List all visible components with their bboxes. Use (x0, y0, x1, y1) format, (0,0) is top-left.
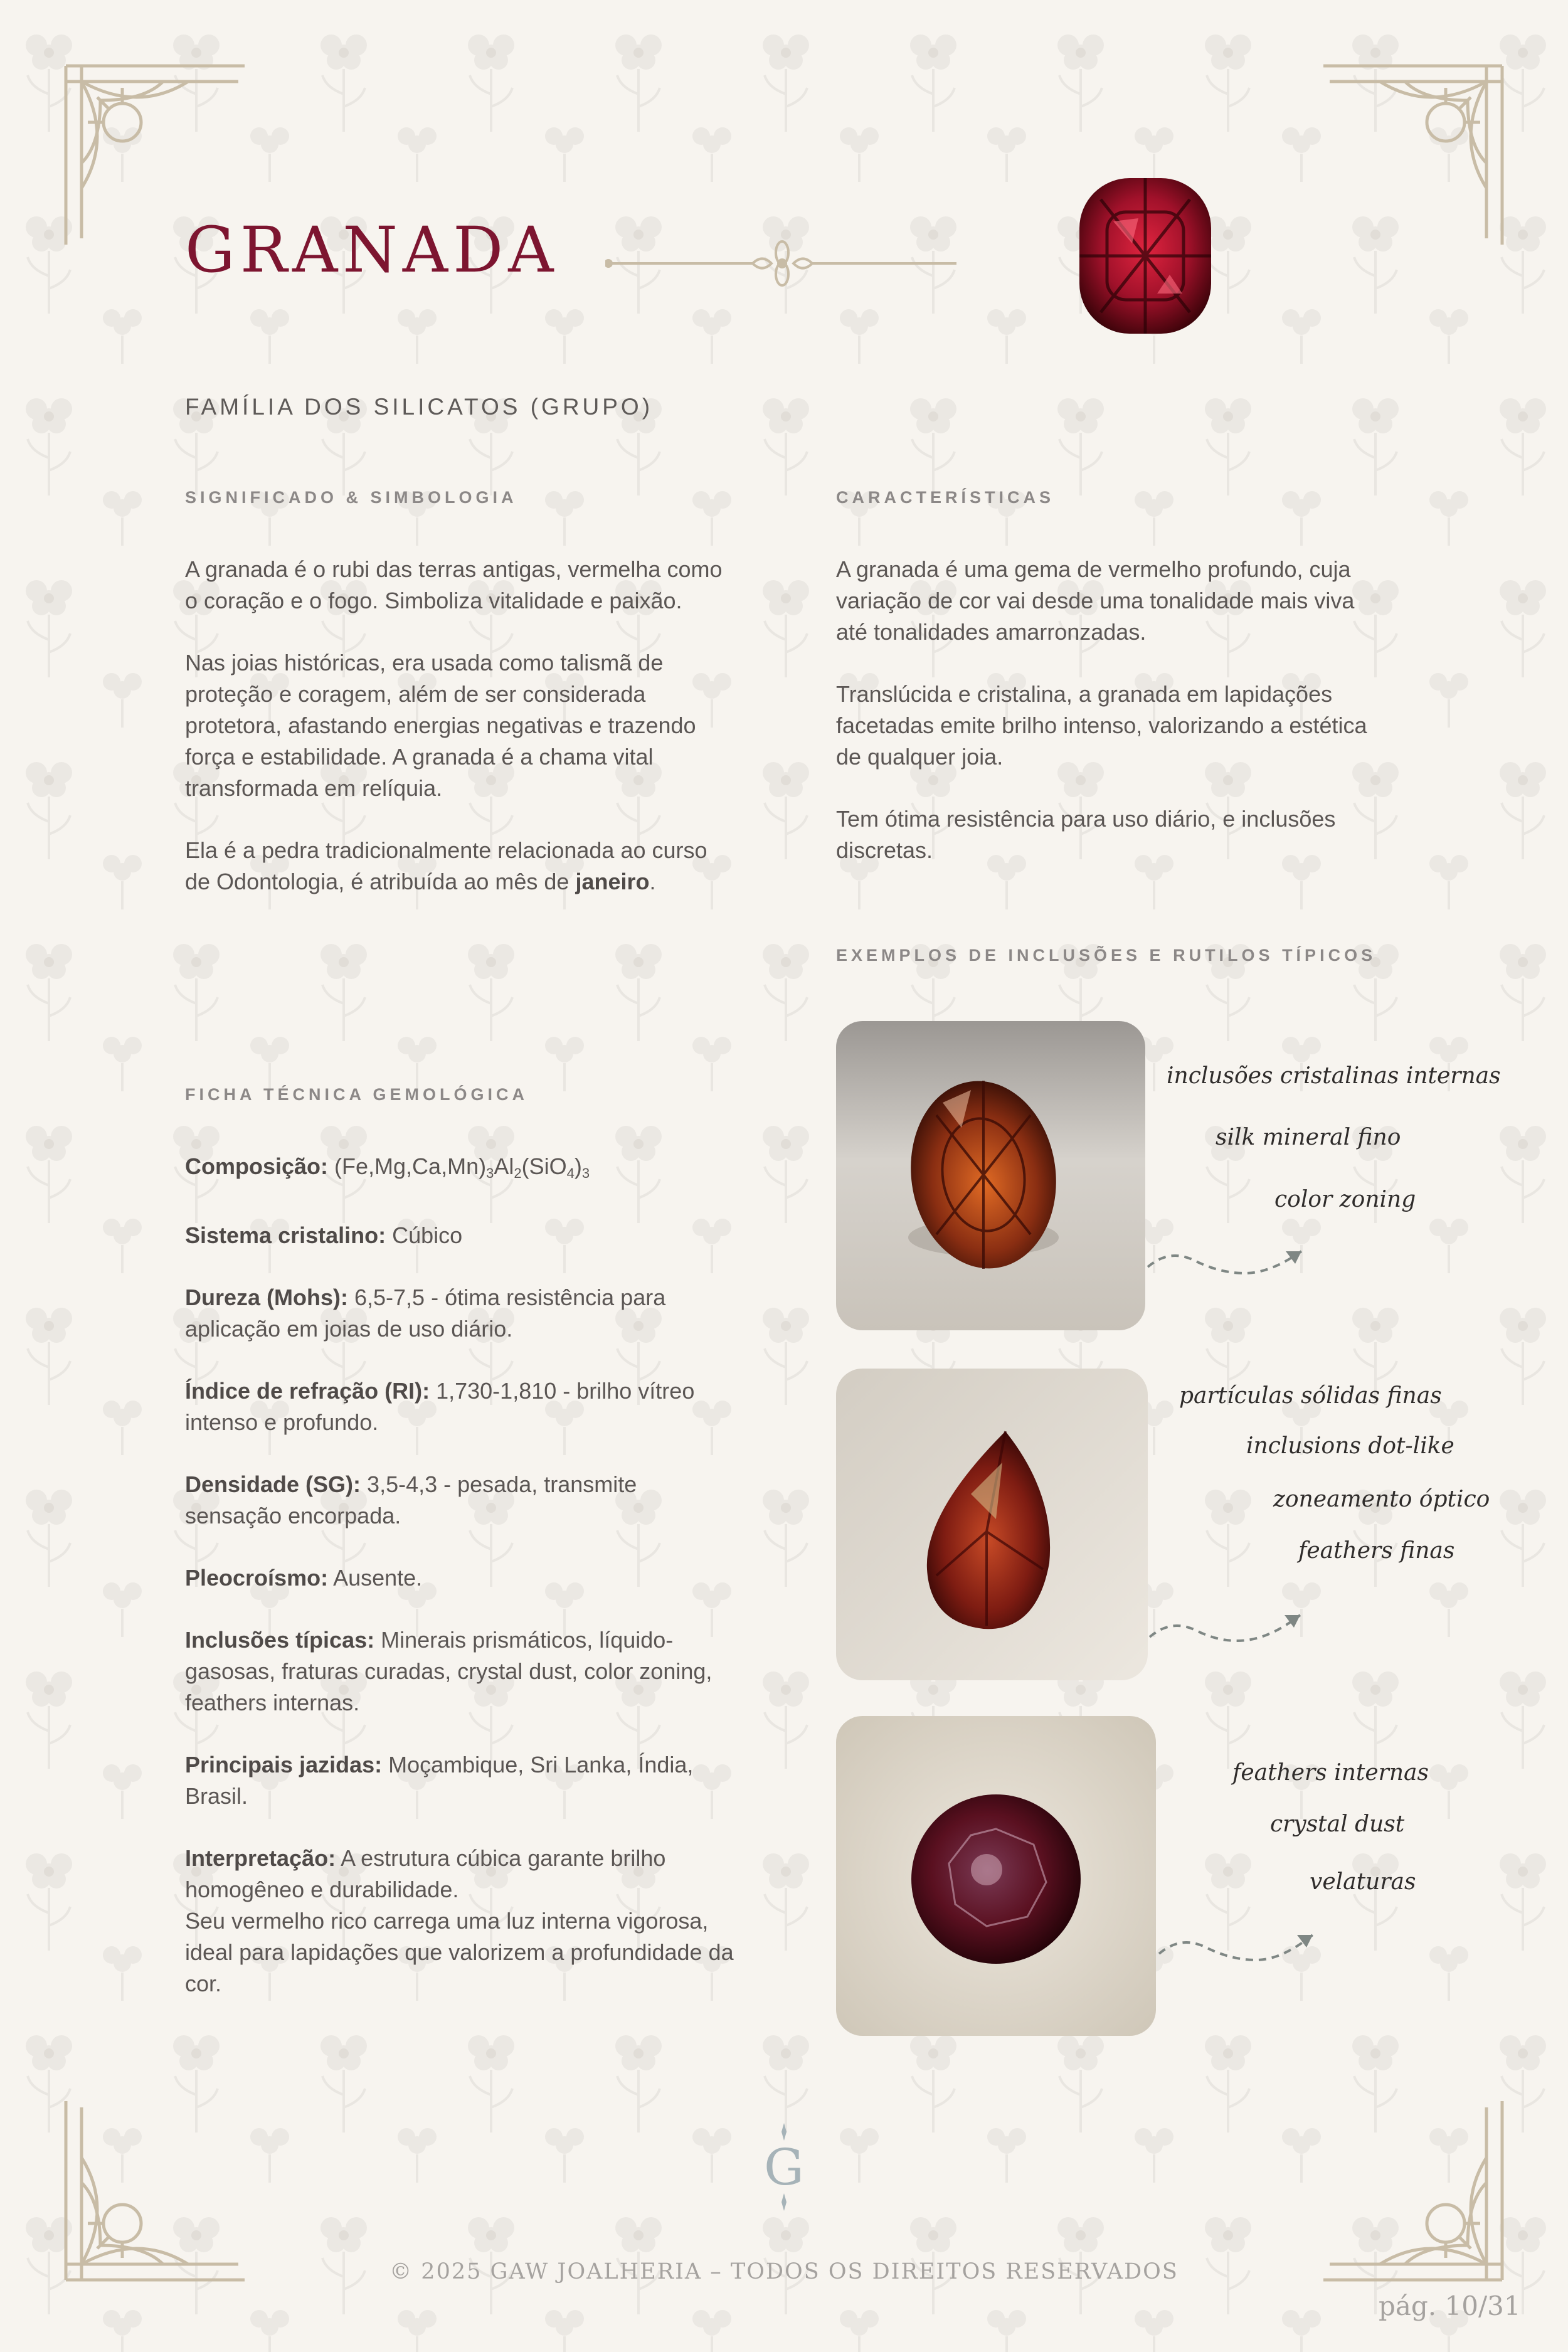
ficha-interpretacao (185, 1843, 737, 2000)
ficha-heading: FICHA TÉCNICA GEMOLÓGICA (185, 1085, 528, 1104)
caracteristicas-text (836, 554, 1388, 897)
indice-label: Índice de refração (RI): (185, 1378, 430, 1404)
significado-p3-text: Ela é a pedra tradicionalmente relacionada ao curso de Odontologia, é atribuída ao mês de (185, 837, 707, 894)
note-particulas-solidas: partículas sólidas finas (1179, 1383, 1442, 1409)
significado-paragraph-1: A granada é o rubi das terras antigas, vermelha como o coração e o fogo. Simboliza vitalidade e paixão. (185, 556, 723, 613)
corner-ornament-bottom-right (1317, 2095, 1505, 2283)
note-velaturas: velaturas (1310, 1869, 1416, 1895)
ficha-jazidas (185, 1749, 737, 1812)
composicao-label: Composição: (185, 1153, 329, 1179)
monogram-logo (753, 2123, 815, 2211)
monogram-letter: G (764, 2138, 804, 2196)
sistema-value: Cúbico (386, 1222, 463, 1248)
garnet-gem-image (1076, 174, 1215, 337)
corner-ornament-top-right (1317, 63, 1505, 251)
composicao-sub-4: 3 (581, 1165, 590, 1181)
month-highlight: janeiro (575, 869, 650, 894)
jazidas-value: Moçambique, Sri Lanka, Índia, Brasil. (185, 1752, 694, 1809)
caracteristicas-paragraph-1: A granada é uma gema de vermelho profundo, cuja variação de cor vai desde uma tonalidade mais viva até tonalidades amarronzadas. (836, 556, 1355, 645)
ficha-tecnica-list (185, 1151, 737, 2030)
composicao-formula-part4: ) (574, 1153, 582, 1179)
note-inclusions-dot-like: inclusions dot-like (1246, 1433, 1454, 1459)
jazidas-label: Principais jazidas: (185, 1752, 383, 1777)
arrow-photo2-icon (1147, 1606, 1310, 1656)
significado-heading: SIGNIFICADO & SIMBOLOGIA (185, 488, 517, 507)
composicao-formula-part3: (SiO (521, 1153, 567, 1179)
corner-ornament-bottom-left (63, 2095, 251, 2283)
ficha-sistema (185, 1220, 737, 1251)
composicao-formula-part1: (Fe,Mg,Ca,Mn) (334, 1153, 487, 1179)
inclusion-photo-oval-garnet (836, 1021, 1145, 1330)
page-title: GRANADA (185, 213, 559, 287)
note-color-zoning: color zoning (1274, 1187, 1416, 1212)
composicao-sub-2: 2 (514, 1165, 522, 1181)
arrow-photo3-icon (1156, 1926, 1319, 1976)
ficha-indice (185, 1375, 737, 1438)
composicao-sub-3: 4 (566, 1165, 575, 1181)
dureza-value: 6,5-7,5 - ótima resistência para aplicação em joias de uso diário. (185, 1285, 666, 1342)
note-feathers-internas: feathers internas (1232, 1760, 1429, 1786)
ficha-pleocroismo (185, 1562, 737, 1594)
ficha-inclusoes (185, 1624, 737, 1719)
caracteristicas-heading: CARACTERÍSTICAS (836, 488, 1055, 507)
note-feathers-finas: feathers finas (1298, 1538, 1455, 1564)
dureza-label: Dureza (Mohs): (185, 1285, 348, 1310)
page-number: pág. 10/31 (1379, 2291, 1521, 2321)
significado-text (185, 554, 737, 928)
arrow-photo1-icon (1145, 1242, 1308, 1292)
exemplos-heading: EXEMPLOS DE INCLUSÕES E RUTILOS TÍPICOS (836, 946, 1377, 965)
note-zoneamento-optico: zoneamento óptico (1273, 1486, 1490, 1512)
composicao-sub-1: 3 (486, 1165, 494, 1181)
ficha-dureza (185, 1282, 737, 1345)
significado-paragraph-2: Nas joias históricas, era usada como talismã de proteção e coragem, além de ser considerada protetora, afastando energias negativas e trazendo força e estabilidade. A granada é a chama vital transformada em relíquia. (185, 650, 696, 801)
pleocroismo-label: Pleocroísmo: (185, 1565, 329, 1591)
sistema-label: Sistema cristalino: (185, 1222, 386, 1248)
note-silk-mineral: silk mineral fino (1216, 1125, 1401, 1150)
composicao-formula-part2: Al (494, 1153, 514, 1179)
caracteristicas-paragraph-3: Tem ótima resistência para uso diário, e inclusões discretas. (836, 806, 1336, 863)
interpretacao-value-2: Seu vermelho rico carrega uma luz interna vigorosa, ideal para lapidações que valorizem a profundidade da cor. (185, 1908, 734, 1996)
inclusion-photo-pear-garnet (836, 1369, 1148, 1680)
inclusion-photo-round-garnet (836, 1716, 1156, 2036)
indice-value: 1,730-1,810 - brilho vítreo intenso e profundo. (185, 1378, 695, 1435)
densidade-label: Densidade (SG): (185, 1471, 361, 1497)
ficha-composicao (185, 1151, 737, 1189)
densidade-value: 3,5-4,3 - pesada, transmite sensação encorpada. (185, 1471, 637, 1528)
ficha-densidade (185, 1469, 737, 1532)
gem-family-subtitle: FAMÍLIA DOS SILICATOS (GRUPO) (185, 394, 654, 420)
pleocroismo-value: Ausente. (328, 1565, 423, 1591)
note-crystal-dust: crystal dust (1270, 1811, 1405, 1837)
significado-p3-end: . (649, 869, 656, 894)
interpretacao-label: Interpretação: (185, 1845, 336, 1871)
inclusoes-label: Inclusões típicas: (185, 1627, 375, 1653)
copyright-footer: © 2025 GAW JOALHERIA – TODOS OS DIREITOS RESERVADOS (389, 2259, 1179, 2284)
interpretacao-value: A estrutura cúbica garante brilho homogêneo e durabilidade. (185, 1845, 666, 1902)
caracteristicas-paragraph-2: Translúcida e cristalina, a granada em lapidações facetadas emite brilho intenso, valorizando a estética de qualquer joia. (836, 681, 1367, 770)
inclusoes-value: Minerais prismáticos, líquido-gasosas, fraturas curadas, crystal dust, color zoning, feathers internas. (185, 1627, 712, 1715)
note-inclusoes-cristalinas: inclusões cristalinas internas (1167, 1063, 1501, 1089)
title-divider-ornament (605, 235, 960, 292)
significado-paragraph-3 (185, 835, 737, 898)
